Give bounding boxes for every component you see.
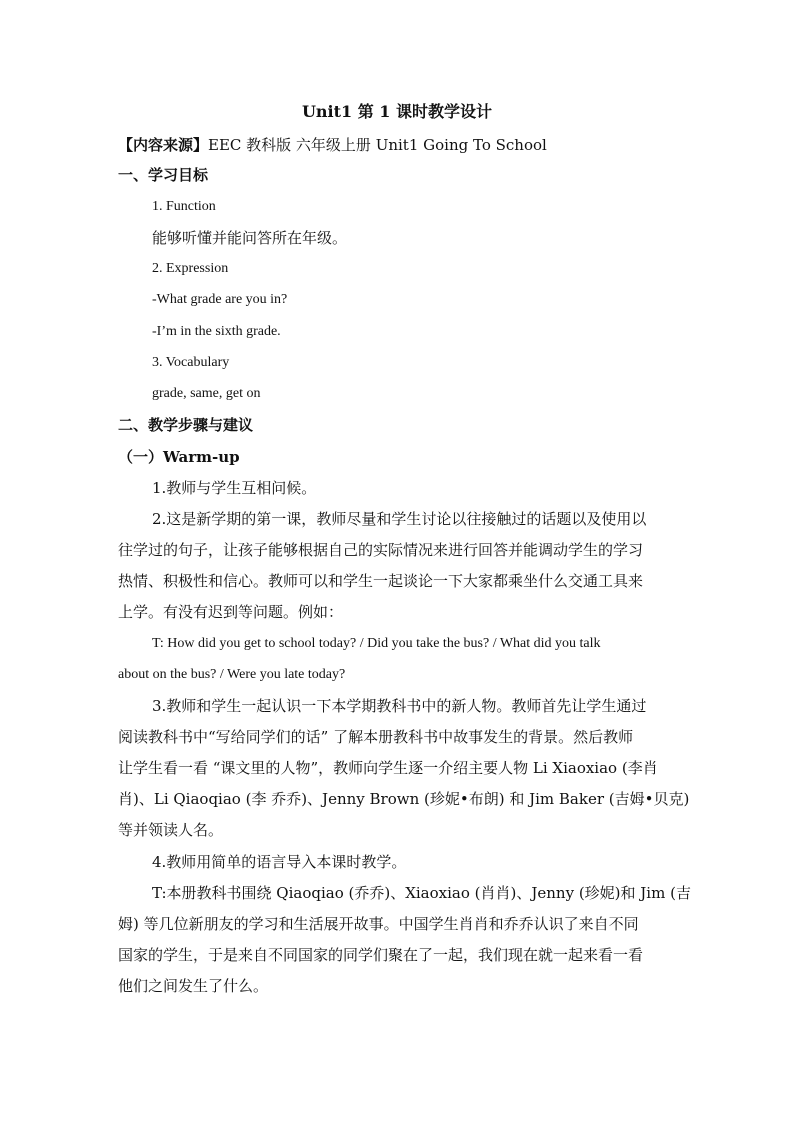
step-2-line-4: 上学。有没有迟到等问题。例如： [118,603,344,621]
teacher-example-line-2: about on the bus? / Were you late today? [118,667,346,682]
teacher-intro-line-4: 他们之间发生了什么。 [118,977,269,995]
objective-function-text: 能够听懂并能问答所在年级。 [152,229,348,247]
step-4: 4.教师用简单的语言导入本课时教学。 [152,853,407,871]
step-3-line-4: 肖)、Li Qiaoqiao (李 乔乔)、Jenny Brown (珍妮•布朗) 和 Jim Baker (吉姆•贝克) [118,790,690,808]
content-source-text: EEC 教科版 六年级上册 Unit1 Going To School [208,136,547,154]
step-2-line-3: 热情、积极性和信心。教师可以和学生一起谈论一下大家都乘坐什么交通工具来 [118,572,644,590]
subsection-heading-warmup: （一）Warm-up [118,448,240,466]
objective-vocabulary-label: 3. Vocabulary [152,355,230,370]
content-source [118,133,678,157]
step-1: 1.教师与学生互相问候。 [152,479,317,497]
objective-function-label: 1. Function [152,199,216,214]
objective-expression-label: 2. Expression [152,261,229,276]
content-source-label: 【内容来源】 [118,136,209,154]
teacher-intro-line-1: T:本册教科书围绕 Qiaoqiao (乔乔)、Xiaoxiao (肖肖)、Jenny (珍妮)和 Jim (吉 [152,884,691,902]
page-title: Unit1 第 1 课时教学设计 [301,102,493,121]
teacher-example-line-1: T: How did you get to school today? / Did you take the bus? / What did you talk [152,636,601,651]
objective-vocabulary-text: grade, same, get on [152,386,261,401]
step-3-line-2: 阅读教科书中“写给同学们的话” 了解本册教科书中故事发生的背景。然后教师 [118,728,634,746]
step-2-line-1: 2.这是新学期的第一课，教师尽量和学生讨论以往接触过的话题以及使用以 [152,510,647,528]
step-3-line-3: 让学生看一看 “课文里的人物”，教师向学生逐一介绍主要人物 Li Xiaoxiao (李肖 [118,759,658,777]
expression-question: -What grade are you in? [152,292,288,307]
teacher-intro-line-2: 姆) 等几位新朋友的学习和生活展开故事。中国学生肖肖和乔乔认识了来自不同 [118,915,639,933]
expression-answer: -I’m in the sixth grade. [152,324,281,339]
step-2-line-2: 往学过的句子，让孩子能够根据自己的实际情况来进行回答并能调动学生的学习 [118,541,644,559]
step-3-line-1: 3.教师和学生一起认识一下本学期教科书中的新人物。教师首先让学生通过 [152,697,647,715]
teacher-intro-line-3: 国家的学生，于是来自不同国家的同学们聚在了一起，我们现在就一起来看一看 [118,946,644,964]
section-heading-objectives: 一、学习目标 [118,166,209,184]
section-heading-steps: 二、教学步骤与建议 [118,416,254,434]
step-3-line-5: 等并领读人名。 [118,821,224,839]
